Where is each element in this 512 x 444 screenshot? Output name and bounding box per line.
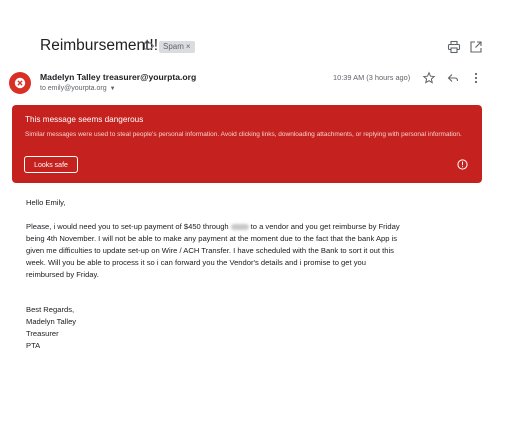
greeting: Hello Emily, (26, 198, 66, 207)
sender-name[interactable]: Madelyn Talley treasurer@yourpta.org (40, 72, 197, 82)
more-vert-icon[interactable] (469, 71, 483, 85)
body-line-1b: to a vendor and you get reimburse by Friday (250, 222, 400, 231)
body-line-1 (26, 221, 400, 233)
body-line-2: being 4th November. I will not be able to make any payment at the moment due to the fact that the bank App is (26, 234, 398, 243)
reply-icon[interactable] (446, 71, 460, 85)
body-line-3: given me difficulties to update set-up on Wire / ACH Transfer. I have scheduled with the Bank to sort it out this (26, 246, 394, 255)
email-timestamp: 10:39 AM (3 hours ago) (333, 73, 411, 82)
danger-warning-banner (12, 105, 482, 183)
star-icon[interactable] (422, 71, 436, 85)
redacted-text (231, 224, 249, 230)
signature-line-4: PTA (26, 341, 41, 350)
looks-safe-button[interactable]: Looks safe (24, 156, 78, 173)
warning-description: Similar messages were used to steal people's personal information. Avoid clicking links, downloading attachments, or replying with personal information. (25, 131, 462, 138)
email-subject: Reimbursement!! (40, 37, 159, 54)
body-line-1a: Please, i would need you to set-up payment of $450 through (26, 222, 229, 231)
open-in-new-icon[interactable] (469, 40, 483, 54)
warning-title: This message seems dangerous (25, 115, 144, 124)
signature-line-2: Madelyn Talley (26, 317, 77, 326)
info-icon[interactable] (457, 159, 468, 170)
print-icon[interactable] (447, 40, 461, 54)
sender-avatar[interactable] (9, 72, 31, 94)
body-line-4: week. Will you be able to process it so i can forward you the Vendor's details and i promise to get you (26, 258, 366, 267)
warning-avatar-icon (14, 77, 26, 89)
recipient-line[interactable] (40, 85, 116, 92)
spam-label-text: Spam (163, 42, 184, 51)
spam-label-badge[interactable] (159, 41, 195, 53)
signature-line-1: Best Regards, (26, 305, 75, 314)
remove-label-icon[interactable]: × (185, 42, 191, 51)
chevron-down-icon[interactable]: ▼ (109, 86, 116, 92)
body-line-5: reimbursed by Friday. (26, 270, 99, 279)
label-icon[interactable] (143, 40, 155, 52)
recipient-text: to emily@yourpta.org (40, 85, 107, 92)
signature-line-3: Treasurer (26, 329, 59, 338)
